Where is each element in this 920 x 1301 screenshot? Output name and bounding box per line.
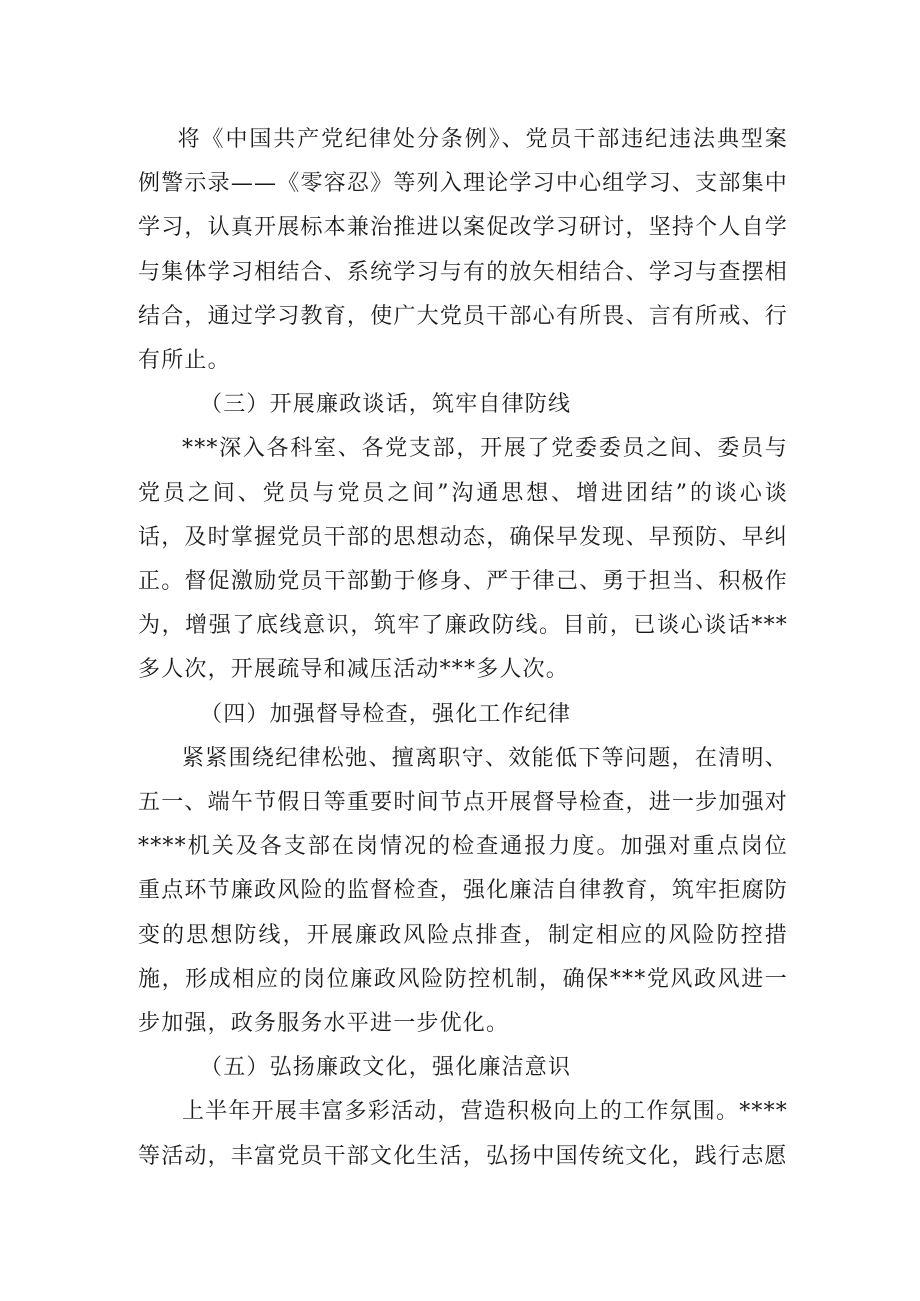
- paragraph-integrity-talks: ***深入各科室、各党支部，开展了党委委员之间、委员与党员之间、党员与党员之间”沟通思想、增进团结”的谈心谈话，及时掌握党员干部的思想动态，确保早发现、早预防、早纠正。督促激励党员干部勤于修身、严于律己、勇于担当、积极作为，增强了底线意识，筑牢了廉政防线。目前，已谈心谈话***多人次，开展疏导和减压活动***多人次。: [138, 436, 788, 683]
- section-heading-3: （三）开展廉政谈话，筑牢自律防线: [200, 392, 572, 418]
- paragraph-supervision-inspection: 紧紧围绕纪律松弛、擅离职守、效能低下等问题，在清明、五一、端午节假日等重要时间节点开展督导检查，进一步加强对****机关及各支部在岗情况的检查通报力度。加强对重点岗位重点环节廉政风险的监督检查，强化廉洁自律教育，筑牢拒腐防变的思想防线，开展廉政风险点排查，制定相应的风险防控措施，形成相应的岗位廉政风险防控机制，确保***党风政风进一步加强，政务服务水平进一步优化。: [138, 745, 788, 1037]
- document-page: [138, 118, 788, 1179]
- paragraph-study-education: 将《中国共产党纪律处分条例》、党员干部违纪违法典型案例警示录——《零容忍》等列入理论学习中心组学习、支部集中学习，认真开展标本兼治推进以案促改学习研讨，坚持个人自学与集体学习相结合、系统学习与有的放矢相结合、学习与查摆相结合，通过学习教育，使广大党员干部心有所畏、言有所戒、行有所止。: [138, 127, 788, 374]
- section-heading-4: （四）加强督导检查，强化工作纪律: [200, 701, 572, 727]
- paragraph-integrity-culture: 上半年开展丰富多彩活动，营造积极向上的工作氛围。****等活动，丰富党员干部文化生活，弘扬中国传统文化，践行志愿: [138, 1099, 788, 1169]
- section-heading-5: （五）弘扬廉政文化，强化廉洁意识: [200, 1055, 572, 1081]
